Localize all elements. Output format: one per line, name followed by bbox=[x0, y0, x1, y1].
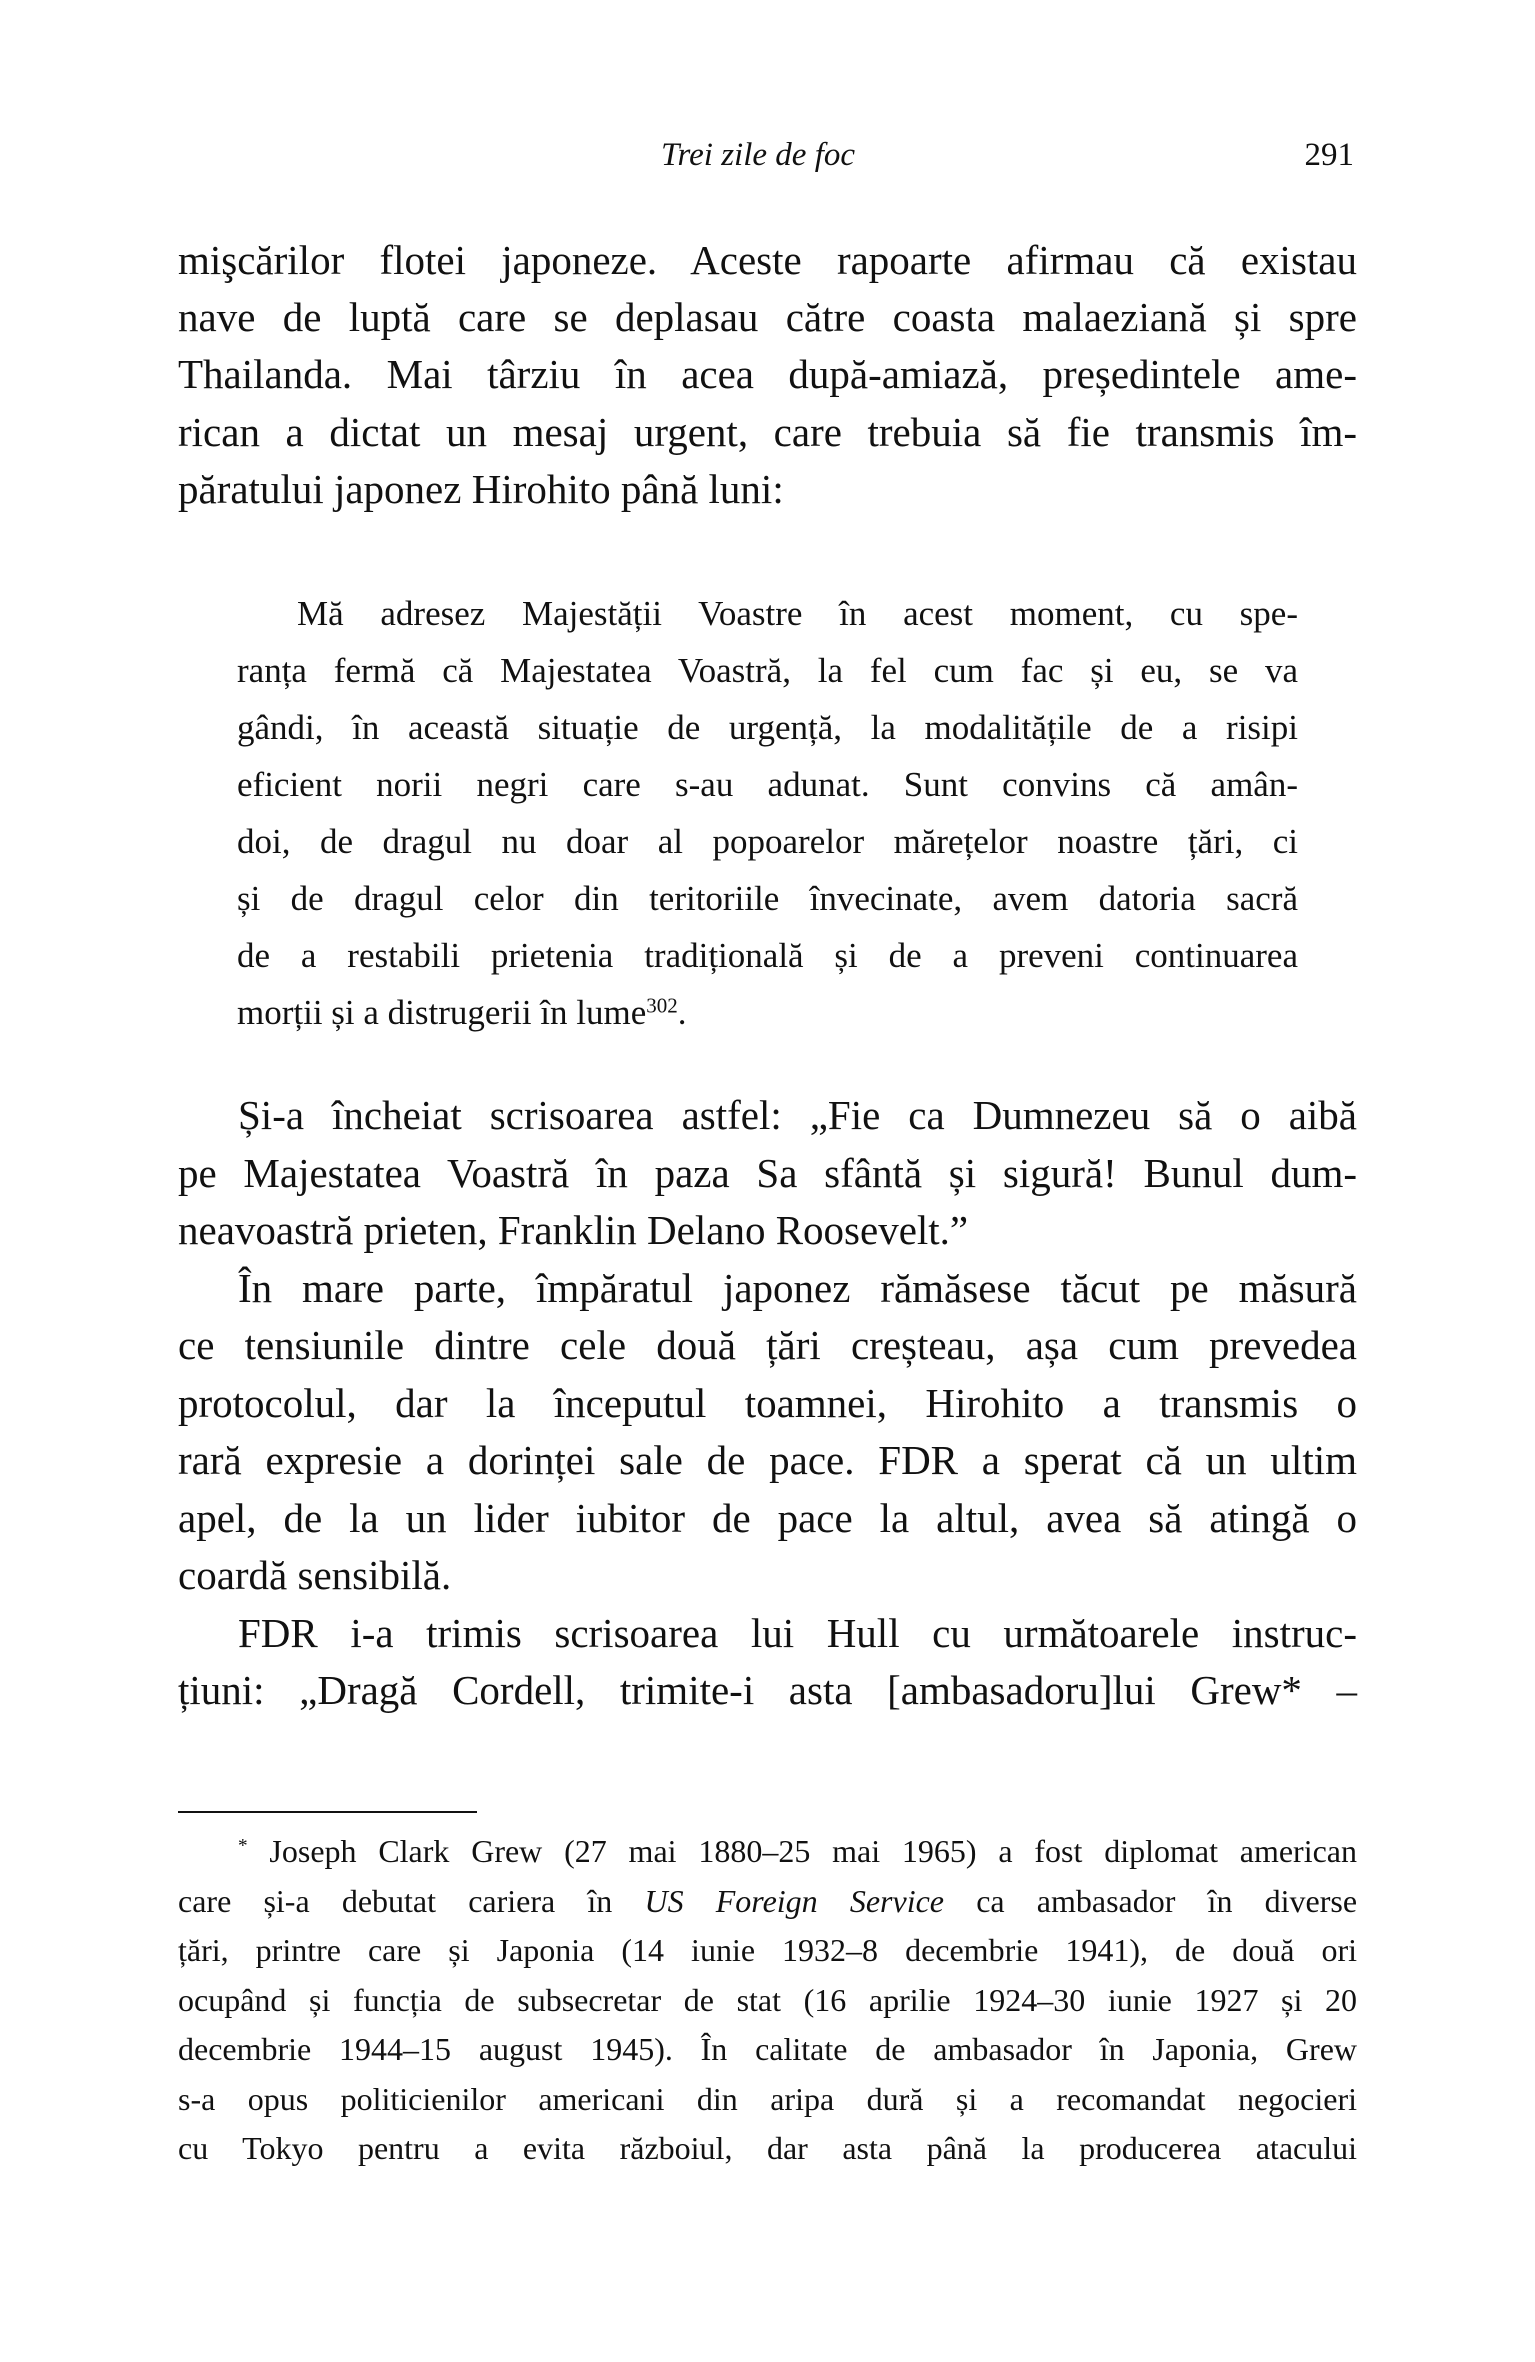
footnote-line: cu Tokyo pentru a evita războiul, dar asta până la producerea atacului bbox=[178, 2130, 1357, 2166]
footnote-line-text: Joseph Clark Grew (27 mai 1880–25 mai 1965) a fost diplomat american bbox=[269, 1833, 1358, 1869]
footnote-text: care și-a debutat cariera în bbox=[178, 1883, 613, 1919]
text-line: țiuni: „Dragă Cordell, trimite-i asta [ambasadoru]lui Grew* – bbox=[178, 1667, 1357, 1713]
footnote-text: ca ambasador în diverse bbox=[976, 1883, 1358, 1919]
text-line: pe Majestatea Voastră în paza Sa sfântă și sigură! Bunul dum- bbox=[178, 1150, 1357, 1196]
footnote-separator-rule bbox=[178, 1811, 477, 1813]
quote-line: ranța fermă că Majestatea Voastră, la fel cum fac și eu, se va bbox=[237, 651, 1298, 690]
endnote-reference[interactable]: 302 bbox=[646, 993, 678, 1018]
text-line: FDR i-a trimis scrisoarea lui Hull cu următoarele instruc- bbox=[238, 1610, 1357, 1656]
quote-line: și de dragul celor din teritoriile învecinate, avem datoria sacră bbox=[237, 879, 1298, 918]
quote-line-last bbox=[237, 984, 1298, 1041]
footnote-italic-term: US Foreign Service bbox=[644, 1883, 944, 1919]
text-line: apel, de la un lider iubitor de pace la altul, avea să atingă o bbox=[178, 1495, 1357, 1541]
text-line: protocolul, dar la începutul toamnei, Hirohito a transmis o bbox=[178, 1380, 1357, 1426]
text-line: nave de luptă care se deplasau către coasta malaeziană și spre bbox=[178, 294, 1357, 340]
quote-line-text: morții și a distrugerii în lume bbox=[237, 993, 647, 1032]
footnote-line bbox=[238, 1826, 1357, 1876]
running-header-title: Trei zile de foc bbox=[661, 137, 856, 173]
text-line: neavoastră prieten, Franklin Delano Roosevelt.” bbox=[178, 1207, 969, 1253]
quote-end-punct: . bbox=[677, 993, 687, 1032]
footnote-line: s-a opus politicienilor americani din aripa dură și a recomandat negocieri bbox=[178, 2081, 1357, 2117]
page-number: 291 bbox=[1304, 137, 1354, 173]
text-line: Thailanda. Mai târziu în acea după-amiază, președintele ame- bbox=[178, 351, 1357, 397]
footnote-line: ocupând și funcția de subsecretar de stat (16 aprilie 1924–30 iunie 1927 și 20 bbox=[178, 1982, 1357, 2018]
running-header bbox=[0, 130, 1535, 180]
text-line: mişcărilor flotei japoneze. Aceste rapoarte afirmau că existau bbox=[178, 237, 1357, 283]
text-line: rican a dictat un mesaj urgent, care trebuia să fie transmis îm- bbox=[178, 409, 1357, 455]
text-line: coardă sensibilă. bbox=[178, 1552, 452, 1598]
quote-line: Mă adresez Majestății Voastre în acest moment, cu spe- bbox=[297, 594, 1298, 633]
text-line: păratului japonez Hirohito până luni: bbox=[178, 466, 784, 512]
text-line: rară expresie a dorinței sale de pace. FDR a sperat că un ultim bbox=[178, 1437, 1357, 1483]
text-line: ce tensiunile dintre cele două țări creșteau, așa cum prevedea bbox=[178, 1322, 1357, 1368]
footnote-marker: * bbox=[238, 1835, 248, 1857]
quote-line: gândi, în această situație de urgență, la modalitățile de a risipi bbox=[237, 708, 1298, 747]
quote-line: doi, de dragul nu doar al popoarelor mărețelor noastre țări, ci bbox=[237, 822, 1298, 861]
text-line: Și-a încheiat scrisoarea astfel: „Fie ca Dumnezeu să o aibă bbox=[238, 1092, 1357, 1138]
footnote-line: decembrie 1944–15 august 1945). În calitate de ambasador în Japonia, Grew bbox=[178, 2031, 1357, 2067]
quote-line: eficient norii negri care s-au adunat. Sunt convins că amân- bbox=[237, 765, 1298, 804]
footnote-line: țări, printre care și Japonia (14 iunie 1932–8 decembrie 1941), de două ori bbox=[178, 1932, 1357, 1968]
quote-line: de a restabili prietenia tradițională și de a preveni continuarea bbox=[237, 936, 1298, 975]
footnote-line bbox=[178, 1876, 1357, 1926]
text-line: În mare parte, împăratul japonez rămăsese tăcut pe măsură bbox=[238, 1265, 1357, 1311]
